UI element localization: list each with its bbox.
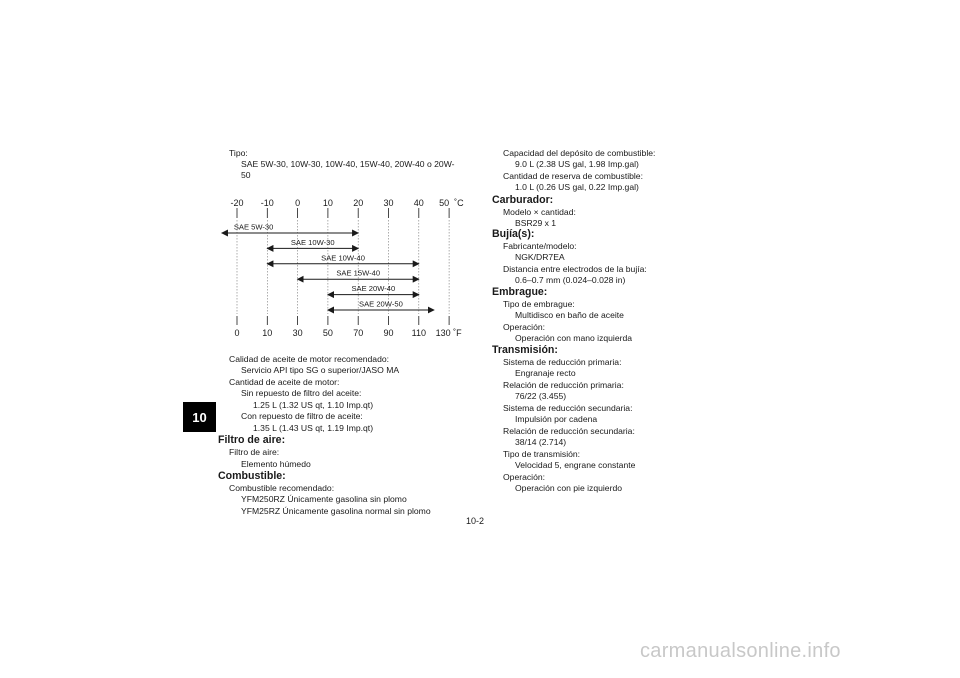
fahrenheit-tick-label: 50 <box>322 328 333 338</box>
clutch-type-label: Tipo de embrague: <box>503 299 575 309</box>
chapter-tab: 10 <box>183 402 216 432</box>
clutch-operation-value: Operación con mano izquierda <box>515 333 633 343</box>
celsius-tick-label: 30 <box>383 198 394 208</box>
secondary-reduction-system-label: Sistema de reducción secundaria: <box>503 403 633 413</box>
oil-type-value-line1: SAE 5W-30, 10W-30, 10W-40, 15W-40, 20W-40 o 20W- <box>241 159 455 169</box>
oil-quality-label: Calidad de aceite de motor recomendado: <box>229 354 390 364</box>
viscosity-range-label: SAE 15W-40 <box>336 268 381 278</box>
fahrenheit-tick-label: 130 <box>435 328 451 338</box>
transmission-operation-value: Operación con pie izquierdo <box>515 483 623 493</box>
primary-reduction-ratio-label: Relación de reducción primaria: <box>503 380 624 390</box>
transmission-header: Transmisión: <box>492 344 558 356</box>
clutch-type-value: Multidisco en baño de aceite <box>515 310 624 320</box>
spark-plug-model-label: Fabricante/modelo: <box>503 241 577 251</box>
secondary-reduction-system-value: Impulsión por cadena <box>515 414 598 424</box>
oil-type-value-line2: 50 <box>241 170 251 180</box>
fahrenheit-tick-label: 90 <box>383 328 394 338</box>
oil-quality-value: Servicio API tipo SG o superior/JASO MA <box>241 365 400 375</box>
oil-quantity-label: Cantidad de aceite de motor: <box>229 377 340 387</box>
fahrenheit-tick-label: 10 <box>262 328 273 338</box>
air-filter-value: Elemento húmedo <box>241 459 311 469</box>
transmission-operation-label: Operación: <box>503 472 546 482</box>
carburetor-header: Carburador: <box>492 194 554 206</box>
fuel-reserve-label: Cantidad de reserva de combustible: <box>503 171 643 181</box>
page-number: 10-2 <box>466 516 485 526</box>
fahrenheit-tick-label: 70 <box>353 328 364 338</box>
spark-plug-model-value: NGK/DR7EA <box>515 252 565 262</box>
clutch-operation-label: Operación: <box>503 322 546 332</box>
secondary-reduction-ratio-value: 38/14 (2.714) <box>515 437 567 447</box>
celsius-tick-label: 0 <box>295 198 301 208</box>
carburetor-label: Modelo × cantidad: <box>503 207 576 217</box>
celsius-tick-label: -20 <box>230 198 244 208</box>
air-filter-header: Filtro de aire: <box>218 434 286 446</box>
celsius-tick-label: 10 <box>322 198 333 208</box>
spark-plug-gap-value: 0.6–0.7 mm (0.024–0.028 in) <box>515 275 626 285</box>
oil-no-filter-value: 1.25 L (1.32 US qt, 1.10 Imp.qt) <box>253 400 374 410</box>
fuel-recommended-value-1: YFM250RZ Únicamente gasolina sin plomo <box>241 494 407 504</box>
carburetor-value: BSR29 x 1 <box>515 218 557 228</box>
clutch-header: Embrague: <box>492 286 548 298</box>
spark-plug-header: Bujía(s): <box>492 228 535 240</box>
fuel-recommended-label: Combustible recomendado: <box>229 483 335 493</box>
oil-with-filter-value: 1.35 L (1.43 US qt, 1.19 Imp.qt) <box>253 423 374 433</box>
air-filter-label: Filtro de aire: <box>229 447 280 457</box>
oil-type-label: Tipo: <box>229 148 248 158</box>
fuel-reserve-value: 1.0 L (0.26 US gal, 0.22 Imp.gal) <box>515 182 639 192</box>
spark-plug-gap-label: Distancia entre electrodos de la bujía: <box>503 264 647 274</box>
oil-viscosity-chart <box>215 190 464 346</box>
fahrenheit-tick-label: 30 <box>292 328 303 338</box>
transmission-type-value: Velocidad 5, engrane constante <box>515 460 636 470</box>
fahrenheit-tick-label: 0 <box>234 328 240 338</box>
fahrenheit-unit: ˚F <box>453 328 462 338</box>
fahrenheit-tick-label: 110 <box>411 328 426 338</box>
viscosity-range-label: SAE 10W-40 <box>321 253 365 263</box>
fuel-capacity-label: Capacidad del depósito de combustible: <box>503 148 656 158</box>
transmission-type-label: Tipo de transmisión: <box>503 449 581 459</box>
viscosity-range-label: SAE 10W-30 <box>290 237 335 247</box>
celsius-unit: ˚C <box>454 198 464 208</box>
fuel-header: Combustible: <box>218 470 286 482</box>
oil-no-filter-label: Sin repuesto de filtro del aceite: <box>241 388 362 398</box>
celsius-tick-label: -10 <box>260 198 274 208</box>
viscosity-range-label: SAE 5W-30 <box>233 222 274 232</box>
primary-reduction-system-value: Engranaje recto <box>515 368 576 378</box>
celsius-tick-label: 20 <box>353 198 364 208</box>
secondary-reduction-ratio-label: Relación de reducción secundaria: <box>503 426 635 436</box>
fuel-capacity-value: 9.0 L (2.38 US gal, 1.98 Imp.gal) <box>515 159 639 169</box>
primary-reduction-system-label: Sistema de reducción primaria: <box>503 357 622 367</box>
viscosity-range-label: SAE 20W-40 <box>351 284 396 294</box>
celsius-tick-label: 50 <box>439 198 450 208</box>
primary-reduction-ratio-value: 76/22 (3.455) <box>515 391 567 401</box>
fuel-recommended-value-2: YFM25RZ Únicamente gasolina normal sin plomo <box>241 506 431 516</box>
viscosity-range-label: SAE 20W-50 <box>359 299 403 309</box>
celsius-tick-label: 40 <box>413 198 424 208</box>
watermark: carmanualsonline.info <box>640 640 841 662</box>
oil-with-filter-label: Con repuesto de filtro de aceite: <box>241 411 363 421</box>
